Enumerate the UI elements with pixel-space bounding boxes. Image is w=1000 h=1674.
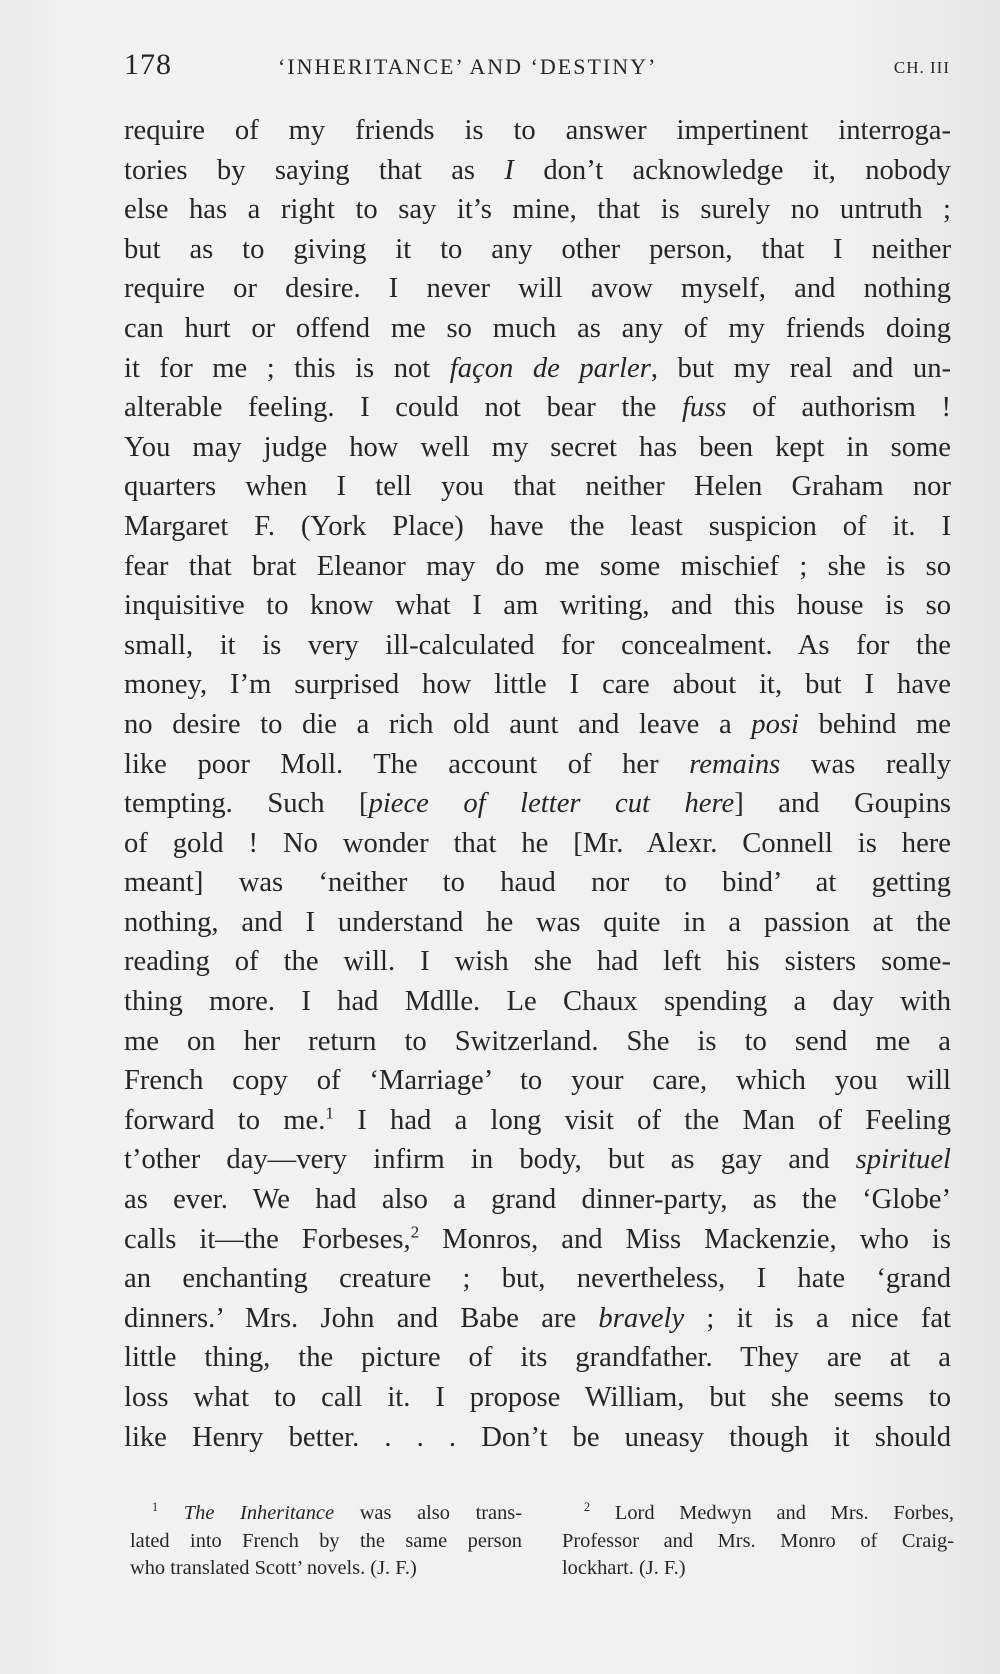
text-line: nothing, and I understand he was quite in a passion at the (124, 906, 951, 938)
text-line: require or desire. I never will avow myself, and nothing (124, 273, 951, 305)
footnote-line: lockhart. (J. F.) (562, 1557, 686, 1579)
text-line: small, it is very ill-calculated for concealment. As for the (124, 629, 951, 661)
text-line: like poor Moll. The account of her remains was really (124, 748, 951, 780)
text-line: loss what to call it. I propose William, but she seems to (124, 1382, 951, 1413)
text-line: alterable feeling. I could not bear the fuss of authorism ! (124, 392, 951, 424)
text-line: t’other day—very infirm in body, but as gay and spirituel (124, 1144, 951, 1176)
text-line: meant] was ‘neither to haud nor to bind’ at getting (124, 867, 951, 899)
page-header (124, 48, 950, 88)
text-line: money, I’m surprised how little I care about it, but I have (124, 669, 951, 701)
text-line: French copy of ‘Marriage’ to your care, which you will (124, 1065, 951, 1097)
page-number: 178 (124, 48, 172, 81)
text-line: little thing, the picture of its grandfather. They are at a (124, 1342, 951, 1374)
footnote-marker: 1 (152, 1500, 159, 1515)
text-line: tories by saying that as I don’t acknowledge it, nobody (124, 154, 951, 186)
text-line: it for me ; this is not façon de parler, but my real and un- (124, 352, 951, 384)
italic-text: bravely (598, 1302, 685, 1334)
text-line: of gold ! No wonder that he [Mr. Alexr. Connell is here (124, 827, 951, 859)
text-line: forward to me.$^1$ I had a long visit of the Man of Feeling (124, 1103, 951, 1136)
footnote-2 (562, 1500, 954, 1583)
footnote-marker: 2 (584, 1500, 591, 1515)
italic-text: fuss (681, 392, 727, 424)
footnote-marker: 2 (410, 1222, 420, 1242)
text-line: thing more. I had Mdlle. Le Chaux spending a day with (124, 986, 951, 1018)
footnote-line: lated into French by the same person (130, 1529, 522, 1552)
text-line: no desire to die a rich old aunt and leave a posi behind me (124, 708, 951, 740)
footnote-marker: 1 (325, 1103, 334, 1123)
text-line: You may judge how well my secret has been kept in some (124, 431, 951, 463)
text-line: fear that brat Eleanor may do me some mischief ; she is so (124, 550, 951, 582)
text-line: dinners.’ Mrs. John and Babe are bravely ; it is a nice fat (124, 1302, 951, 1334)
footnote-line: $^1$ The Inheritance was also trans- (152, 1500, 522, 1524)
text-line: else has a right to say it’s mine, that is surely no untruth ; (124, 194, 951, 226)
text-line: as ever. We had also a grand dinner-party, as the ‘Globe’ (124, 1184, 951, 1216)
text-line: me on her return to Switzerland. She is to send me a (124, 1025, 951, 1057)
italic-text: I (504, 154, 514, 186)
text-line: quarters when I tell you that neither Helen Graham nor (124, 471, 951, 503)
text-line: Margaret F. (York Place) have the least suspicion of it. I (124, 510, 951, 542)
text-line: tempting. Such [piece of letter cut here] and Goupins (124, 788, 951, 820)
text-line: inquisitive to know what I am writing, and this house is so (124, 590, 951, 622)
running-title: ‘INHERITANCE’ AND ‘DESTINY’ (278, 54, 658, 79)
footnote-line: who translated Scott’ novels. (J. F.) (130, 1557, 417, 1579)
body-text (124, 111, 951, 1457)
italic-text: façon de parler (449, 352, 651, 384)
text-line: but as to giving it to any other person, that I neither (124, 233, 951, 265)
chapter-label: CH. III (893, 58, 950, 77)
footnote-1 (130, 1500, 522, 1583)
italic-text: spirituel (855, 1144, 951, 1176)
text-line: an enchanting creature ; but, nevertheless, I hate ‘grand (124, 1263, 951, 1295)
text-line: can hurt or offend me so much as any of my friends doing (124, 312, 951, 344)
italic-text: The Inheritance (183, 1502, 335, 1524)
footnote-line: Professor and Mrs. Monro of Craig- (562, 1529, 954, 1552)
text-line: require of my friends is to answer impertinent interroga- (124, 115, 951, 146)
footnote-line: $^2$ Lord Medwyn and Mrs. Forbes, (584, 1500, 954, 1524)
italic-text: piece of letter cut here (368, 788, 735, 820)
italic-text: posi (751, 708, 799, 740)
text-line: calls it—the Forbeses,$^2$ Monros, and Miss Mackenzie, who is (124, 1222, 951, 1255)
text-line: like Henry better. . . . Don’t be uneasy though it should (124, 1421, 951, 1453)
italic-text: remains (689, 748, 781, 780)
text-line: reading of the will. I wish she had left his sisters some- (124, 946, 951, 978)
